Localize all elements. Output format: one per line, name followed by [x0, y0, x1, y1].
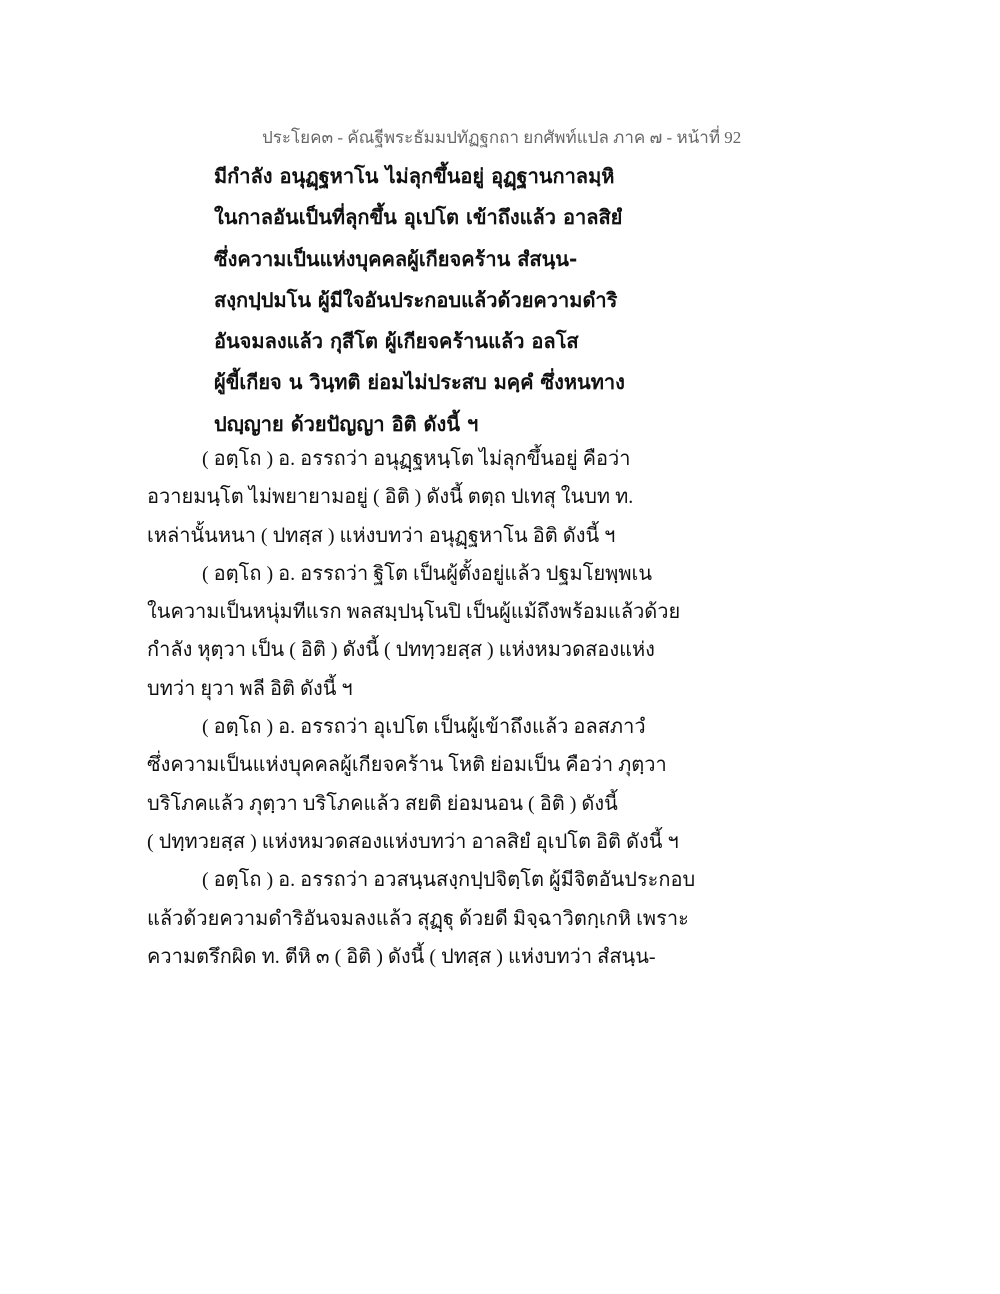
verse-line: ซึ่งความเป็นแห่งบุคคลผู้เกียจคร้าน สํสนฺน- [214, 246, 578, 271]
verse-line: มีกำลัง อนุฏฺฐหาโน ไม่ลุกขึ้นอยู่ อุฏฺฐานกาลมฺหิ [214, 164, 615, 188]
paragraph-line: ซึ่งความเป็นแห่งบุคคลผู้เกียจคร้าน โหติ ย่อมเป็น คือว่า ภุตฺวา [147, 754, 667, 777]
paragraph-line: เหล่านั้นหนา ( ปทสฺส ) แห่งบทว่า อนุฏฺฐหาโน อิติ ดังนี้ ฯ [147, 524, 616, 547]
paragraph-line: อวายมนฺโต ไม่พยายามอยู่ ( อิติ ) ดังนี้ ตตฺถ ปเทสุ ในบท ท. [147, 486, 634, 509]
commentary-block [147, 444, 847, 980]
verse-line: ปญฺญาย ด้วยปัญญา อิติ ดังนี้ ฯ [214, 411, 479, 436]
paragraph-line: ( อตฺโถ ) อ. อรรถว่า อนุฏฺฐหนฺโต ไม่ลุกขึ้นอยู่ คือว่า [202, 448, 631, 470]
paragraph-line: ( ปทฺทวยสฺส ) แห่งหมวดสองแห่งบทว่า อาลสิยํ อุเปโต อิติ ดังนี้ ฯ [147, 830, 679, 853]
verse-line: ผู้ขี้เกียจ น วินฺทติ ย่อมไม่ประสบ มคฺคํ ซึ่งหนทาง [214, 370, 625, 395]
paragraph-line: ( อตฺโถ ) อ. อรรถว่า อวสนฺนสงฺกปฺปจิตฺโต ผู้มีจิตอันประกอบ [202, 869, 696, 892]
paragraph-line: ในความเป็นหนุ่มทีแรก พลสมฺปนฺโนปิ เป็นผู้แม้ถึงพร้อมแล้วด้วย [147, 601, 681, 624]
verse-line: สงฺกปฺปมโน ผู้มีใจอันประกอบแล้วด้วยความดำริ [214, 287, 618, 312]
paragraph-line: กำลัง หุตฺวา เป็น ( อิติ ) ดังนี้ ( ปททฺวยสฺส ) แห่งหมวดสองแห่ง [147, 639, 655, 662]
paragraph-line: ( อตฺโถ ) อ. อรรถว่า อุเปโต เป็นผู้เข้าถึงแล้ว อลสภาวํ [202, 716, 646, 739]
paragraph-line: บทว่า ยุวา พลี อิติ ดังนี้ ฯ [147, 677, 353, 700]
paragraph-line: ( อตฺโถ ) อ. อรรถว่า ฐิโต เป็นผู้ตั้งอยู่แล้ว ปฐมโยพฺพเน [202, 562, 653, 585]
verse-line: ในกาลอันเป็นที่ลุกขึ้น อุเปโต เข้าถึงแล้ว อาลสิยํ [214, 205, 623, 230]
paragraph-line: ความตรึกผิด ท. ตีหิ ๓ ( อิติ ) ดังนี้ ( ปทสฺส ) แห่งบทว่า สํสนฺน- [147, 945, 656, 968]
verse-block [214, 160, 914, 449]
paragraph-line: บริโภคแล้ว ภุตฺวา บริโภคแล้ว สยติ ย่อมนอน ( อิติ ) ดังนี้ [147, 792, 618, 815]
verse-line: อันจมลงแล้ว กุสีโต ผู้เกียจคร้านแล้ว อลโส [214, 329, 579, 354]
paragraph-line: แล้วด้วยความดำริอันจมลงแล้ว สุฏฺฐุ ด้วยดี มิจฺฉาวิตกฺเกหิ เพราะ [147, 907, 689, 930]
page-header: ประโยค๓ - คัณฐีพระธัมมปทัฏฐกถา ยกศัพท์แปล ภาค ๗ - หน้าที่ 92 [262, 128, 742, 147]
